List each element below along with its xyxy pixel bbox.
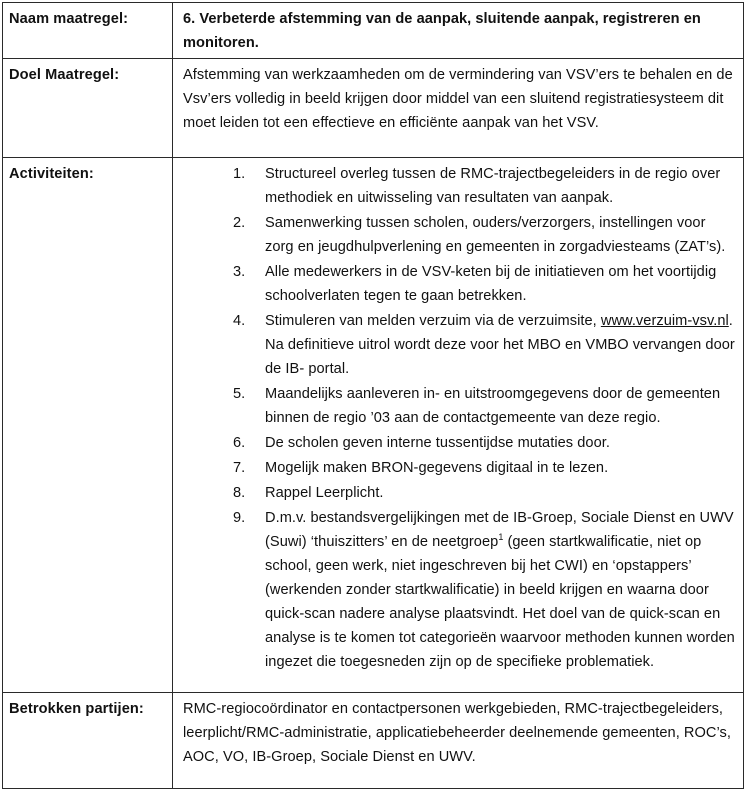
verzuimsite-link[interactable]: www.verzuim-vsv.nl [600, 313, 729, 329]
label-betrokken-partijen: Betrokken partijen: [3, 693, 173, 789]
activity-list [183, 162, 735, 674]
row-activiteiten [3, 158, 744, 693]
activity-text: De scholen geven interne tussentijdse mutaties door. [265, 435, 610, 451]
activity-text: Structureel overleg tussen de RMC-trajectbegeleiders in de regio over methodiek en uitwisseling van resultaten van aanpak. [265, 166, 721, 206]
label-doel-maatregel: Doel Maatregel: [3, 59, 173, 158]
activity-item-5 [233, 382, 735, 430]
value-activiteiten [173, 158, 744, 693]
activity-item-6 [233, 431, 735, 455]
activity-item-2 [233, 211, 735, 259]
activity-item-4 [233, 309, 735, 381]
value-doel-maatregel: Afstemming van werkzaamheden om de vermindering van VSV’ers te behalen en de Vsv’ers volledig in beeld krijgen door middel van een sluitend registratiesysteem dit moet leiden tot een effectieve en efficiënte aanpak van het VSV. [173, 59, 744, 158]
activity-text: Maandelijks aanleveren in- en uitstroomgegevens door de gemeenten binnen de regio ’03 aan de contactgemeente van deze regio. [265, 386, 721, 426]
activity-item-1 [233, 162, 735, 210]
activity-number: 4. [233, 313, 246, 329]
maatregel-table [2, 2, 744, 789]
activity-item-7 [233, 456, 735, 480]
row-naam-maatregel [3, 3, 744, 59]
activity-number: 2. [233, 215, 246, 231]
activity-number: 7. [233, 460, 246, 476]
activity-item-8 [233, 481, 735, 505]
activity-number: 8. [233, 485, 246, 501]
activity-number: 1. [233, 166, 246, 182]
value-betrokken-partijen: RMC-regiocoördinator en contactpersonen werkgebieden, RMC-trajectbegeleiders, leerplicht/RMC-administratie, applicatiebeheerder deelnemende gemeenten, ROC’s, AOC, VO, IB-Groep, Sociale Dienst en UWV. [173, 693, 744, 789]
activity-text: Rappel Leerplicht. [265, 485, 384, 501]
activity-text-before: D.m.v. bestandsvergelijkingen met de IB-Groep, Sociale Dienst en UWV (Suwi) ‘thuiszitters’ en de neetgroep [265, 510, 734, 550]
activity-text: Samenwerking tussen scholen, ouders/verzorgers, instellingen voor zorg en jeugdhulpverlening en gemeenten in zorgadviesteams (ZAT’s). [265, 215, 726, 255]
activity-item-9 [233, 506, 735, 674]
value-naam-maatregel: 6. Verbeterde afstemming van de aanpak, sluitende aanpak, registreren en monitoren. [173, 3, 744, 59]
row-doel-maatregel [3, 59, 744, 158]
activity-item-3 [233, 260, 735, 308]
activity-number: 9. [233, 510, 246, 526]
footnote-marker[interactable]: 1 [498, 532, 504, 543]
activity-text-after: . Na definitieve uitrol wordt deze voor het MBO en VMBO vervangen door de IB- portal. [265, 313, 735, 377]
activity-number: 6. [233, 435, 246, 451]
label-naam-maatregel: Naam maatregel: [3, 3, 173, 59]
activity-number: 5. [233, 386, 246, 402]
label-activiteiten: Activiteiten: [3, 158, 173, 693]
activity-number: 3. [233, 264, 246, 280]
row-betrokken-partijen [3, 693, 744, 789]
activity-text: Alle medewerkers in de VSV-keten bij de initiatieven om het voortijdig schoolverlaten tegen te gaan betrekken. [265, 264, 717, 304]
activity-text-before: Stimuleren van melden verzuim via de verzuimsite, [265, 313, 601, 329]
activity-text: Mogelijk maken BRON-gegevens digitaal in te lezen. [265, 460, 609, 476]
activity-text-after: (geen startkwalificatie, niet op school, geen werk, niet ingeschreven bij het CWI) en ‘opstappers’ (werkenden zonder startkwalificatie) in beeld krijgen en waarna door quick-scan nadere analyse plaatsvindt. Het doel van de quick-scan en analyse is te komen tot categorieën waarvoor methoden kunnen worden ingezet die toegesneden zijn op de specifieke problematiek. [265, 534, 735, 670]
